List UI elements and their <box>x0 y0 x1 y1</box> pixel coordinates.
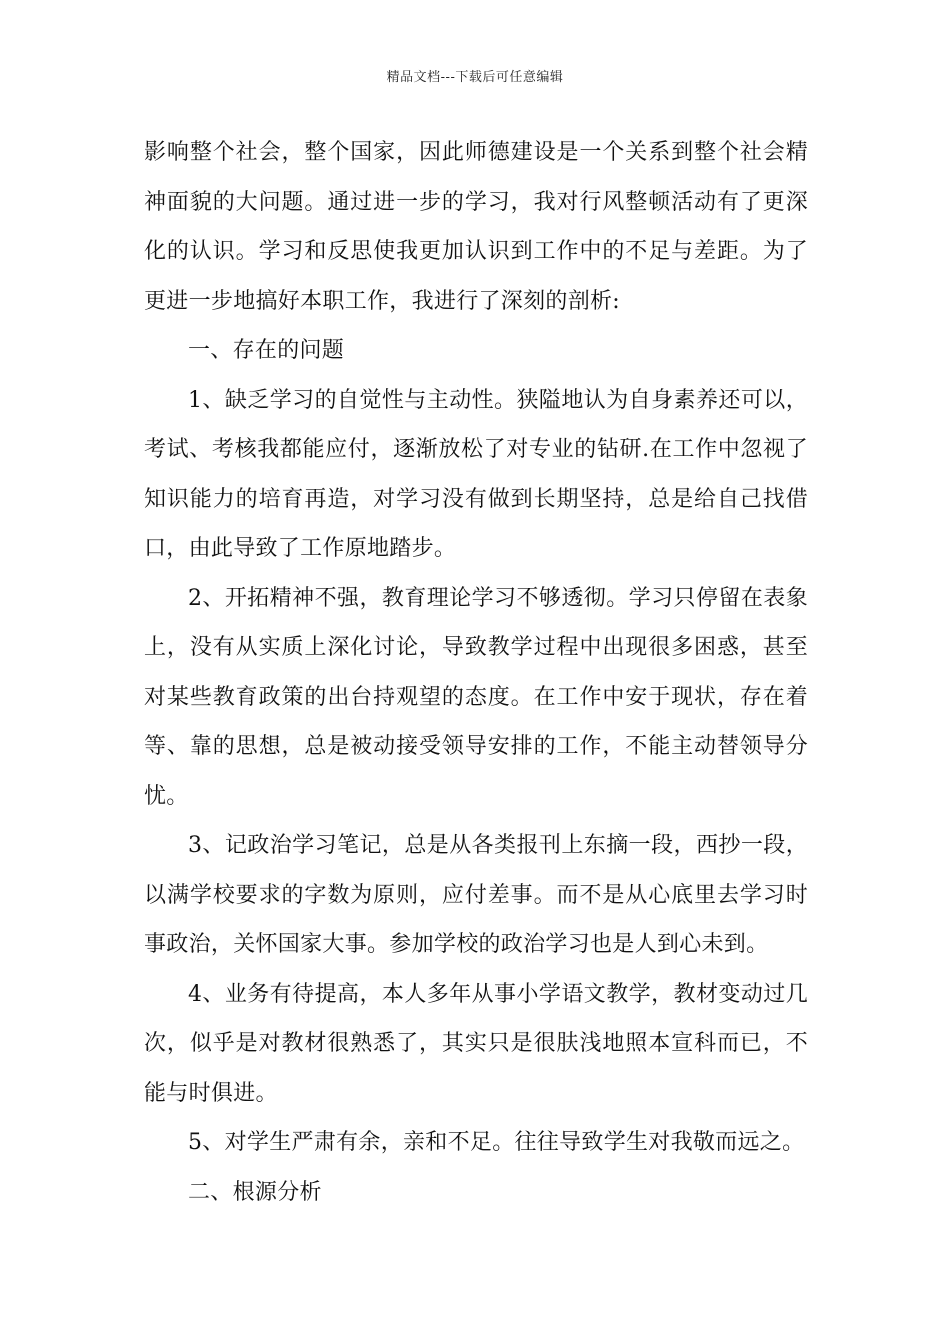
paragraph-problem-3: 3、记政治学习笔记，总是从各类报刊上东摘一段，西抄一段，以满学校要求的字数为原则，应付差事。而不是从心底里去学习时事政治，关怀国家大事。参加学校的政治学习也是人到心未到。 <box>144 833 808 957</box>
page-header: 精品文档---下载后可任意编辑 <box>386 70 564 85</box>
section-heading-root-cause: 二、根源分析 <box>188 1179 322 1205</box>
document-body <box>144 128 808 1217</box>
paragraph-problem-1: 1、缺乏学习的自觉性与主动性。狭隘地认为自身素养还可以，考试、考核我都能应付，逐渐放松了对专业的钻研.在工作中忽视了知识能力的培育再造，对学习没有做到长期坚持，总是给自己找借口，由此导致了工作原地踏步。 <box>144 387 808 561</box>
paragraph-problem-5: 5、对学生严肃有余，亲和不足。往往导致学生对我敬而远之。 <box>188 1130 805 1155</box>
section-heading-problems: 一、存在的问题 <box>188 338 345 363</box>
paragraph-intro-continuation: 影响整个社会，整个国家，因此师德建设是一个关系到整个社会精神面貌的大问题。通过进一步的学习，我对行风整顿活动有了更深化的认识。学习和反思使我更加认识到工作中的不足与差距。为了更进一步地搞好本职工作，我进行了深刻的剖析: <box>144 140 808 314</box>
paragraph-problem-4: 4、业务有待提高，本人多年从事小学语文教学，教材变动过几次，似乎是对教材很熟悉了，其实只是很肤浅地照本宣科而已，不能与时俱进。 <box>144 981 808 1106</box>
paragraph-problem-2: 2、开拓精神不强，教育理论学习不够透彻。学习只停留在表象上，没有从实质上深化讨论，导致教学过程中出现很多困惑，甚至对某些教育政策的出台持观望的态度。在工作中安于现状，存在着等、靠的思想，总是被动接受领导安排的工作，不能主动替领导分忧。 <box>144 585 808 809</box>
